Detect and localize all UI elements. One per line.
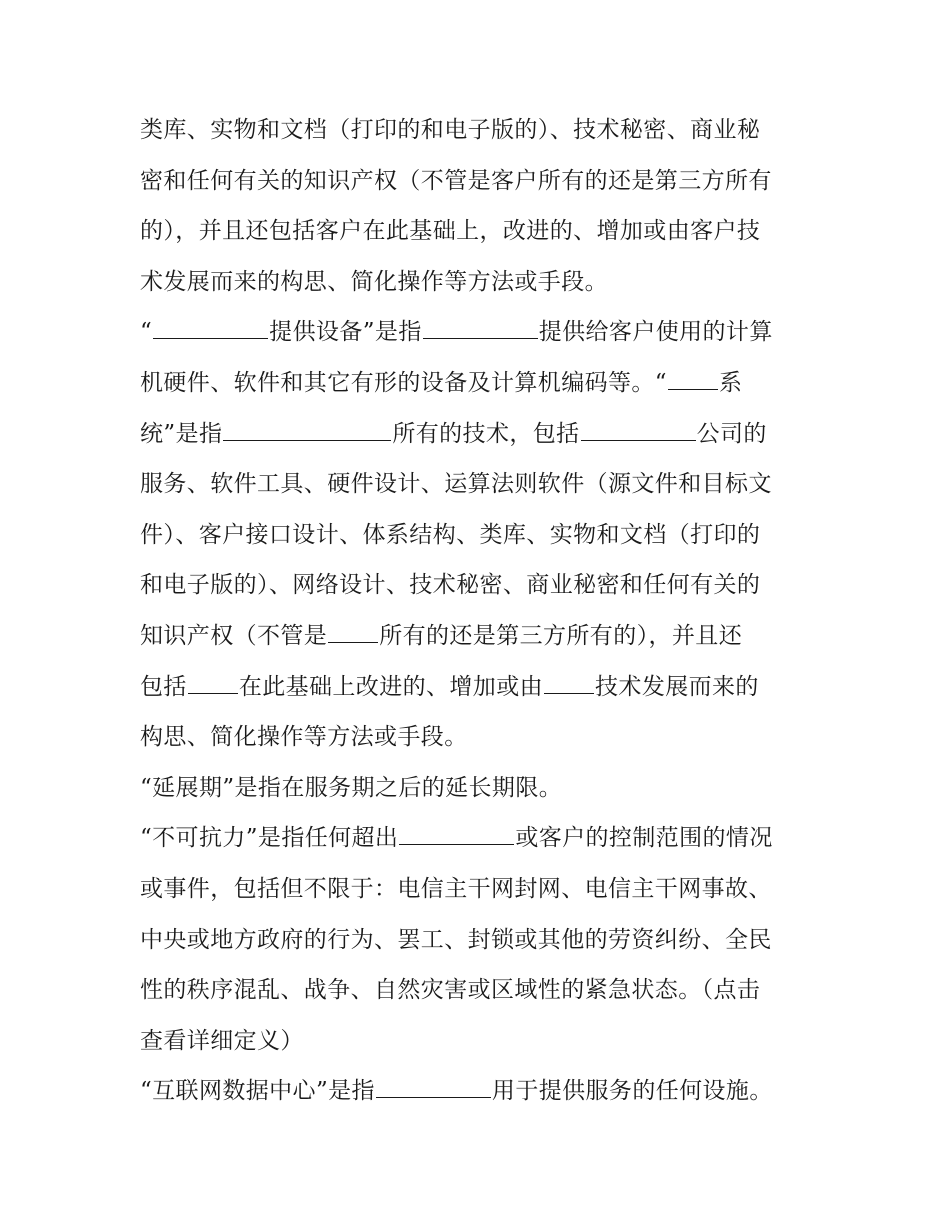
text-segment: 知识产权（不管是 (140, 622, 328, 649)
text-line (140, 257, 820, 308)
text-segment: 技术发展而来的 (595, 673, 759, 700)
text-segment: 提供给客户使用的计算 (538, 319, 773, 346)
text-segment: “延展期”是指在服务期之后的延长期限。 (140, 774, 563, 801)
text-segment: 构思、简化操作等方法或手段。 (140, 724, 468, 751)
text-segment: 用于提供服务的任何设施。 (491, 1078, 773, 1105)
fill-in-blank (423, 316, 538, 339)
fill-in-blank (153, 316, 268, 339)
document-body (140, 105, 820, 1117)
fill-in-blank (581, 418, 696, 441)
text-segment: 类库、实物和文档（打印的和电子版的）、技术秘密、商业秘 (140, 117, 761, 143)
text-segment: “互联网数据中心”是指 (140, 1078, 375, 1105)
text-line (140, 105, 820, 156)
text-segment: “不可抗力”是指任何超出 (140, 825, 399, 852)
text-segment: 密和任何有关的知识产权（不管是客户所有的还是第三方所有 (140, 167, 772, 194)
text-line (140, 662, 820, 713)
text-segment: 性的秩序混乱、战争、自然灾害或区域性的紧急状态。（点击 (140, 977, 761, 1004)
text-segment: 和电子版的）、网络设计、技术秘密、商业秘密和任何有关的 (140, 572, 761, 599)
text-segment: 包括 (140, 673, 187, 700)
text-segment: 统”是指 (140, 420, 223, 447)
fill-in-blank (223, 418, 391, 441)
text-segment: 所有的还是第三方所有的），并且还 (379, 622, 743, 649)
text-segment: “ (140, 319, 153, 346)
text-segment: 的），并且还包括客户在此基础上，改进的、增加或由客户技 (140, 218, 761, 245)
text-segment: 所有的技术，包括 (392, 420, 580, 447)
fill-in-blank (328, 620, 378, 643)
text-segment: 在此基础上改进的、增加或由 (238, 673, 544, 700)
text-line (140, 358, 820, 409)
text-line (140, 307, 820, 358)
text-line (140, 409, 820, 460)
fill-in-blank (188, 671, 238, 694)
fill-in-blank (544, 671, 594, 694)
text-segment: 公司的 (696, 420, 767, 447)
text-line (140, 763, 820, 814)
text-segment: 机硬件、软件和其它有形的设备及计算机编码等。“ (140, 369, 667, 396)
text-segment: 中央或地方政府的行为、罢工、封锁或其他的劳资纠纷、全民 (140, 926, 772, 953)
text-line (140, 560, 820, 611)
text-segment: 提供设备”是指 (269, 319, 422, 346)
text-line (140, 206, 820, 257)
text-line (140, 915, 820, 966)
text-segment: 系 (718, 369, 743, 396)
text-segment: 术发展而来的构思、简化操作等方法或手段。 (140, 268, 608, 295)
text-segment: 或客户的控制范围的情况 (515, 825, 773, 852)
text-line (140, 1016, 820, 1067)
text-line (140, 1066, 820, 1117)
text-line (140, 156, 820, 207)
text-line (140, 459, 820, 510)
fill-in-blank (399, 822, 514, 845)
text-line (140, 510, 820, 561)
text-segment: 服务、软件工具、硬件设计、运算法则软件（源文件和目标文 (140, 471, 772, 498)
text-segment: 查看详细定义） (140, 1027, 304, 1054)
text-line (140, 965, 820, 1016)
text-line (140, 712, 820, 763)
fill-in-blank (376, 1075, 491, 1098)
text-line (140, 864, 820, 915)
text-segment: 或事件，包括但不限于：电信主干网封网、电信主干网事故、 (140, 875, 772, 902)
text-line (140, 611, 820, 662)
text-segment: 件）、客户接口设计、体系结构、类库、实物和文档（打印的 (140, 521, 761, 548)
text-line (140, 813, 820, 864)
fill-in-blank (668, 367, 718, 390)
